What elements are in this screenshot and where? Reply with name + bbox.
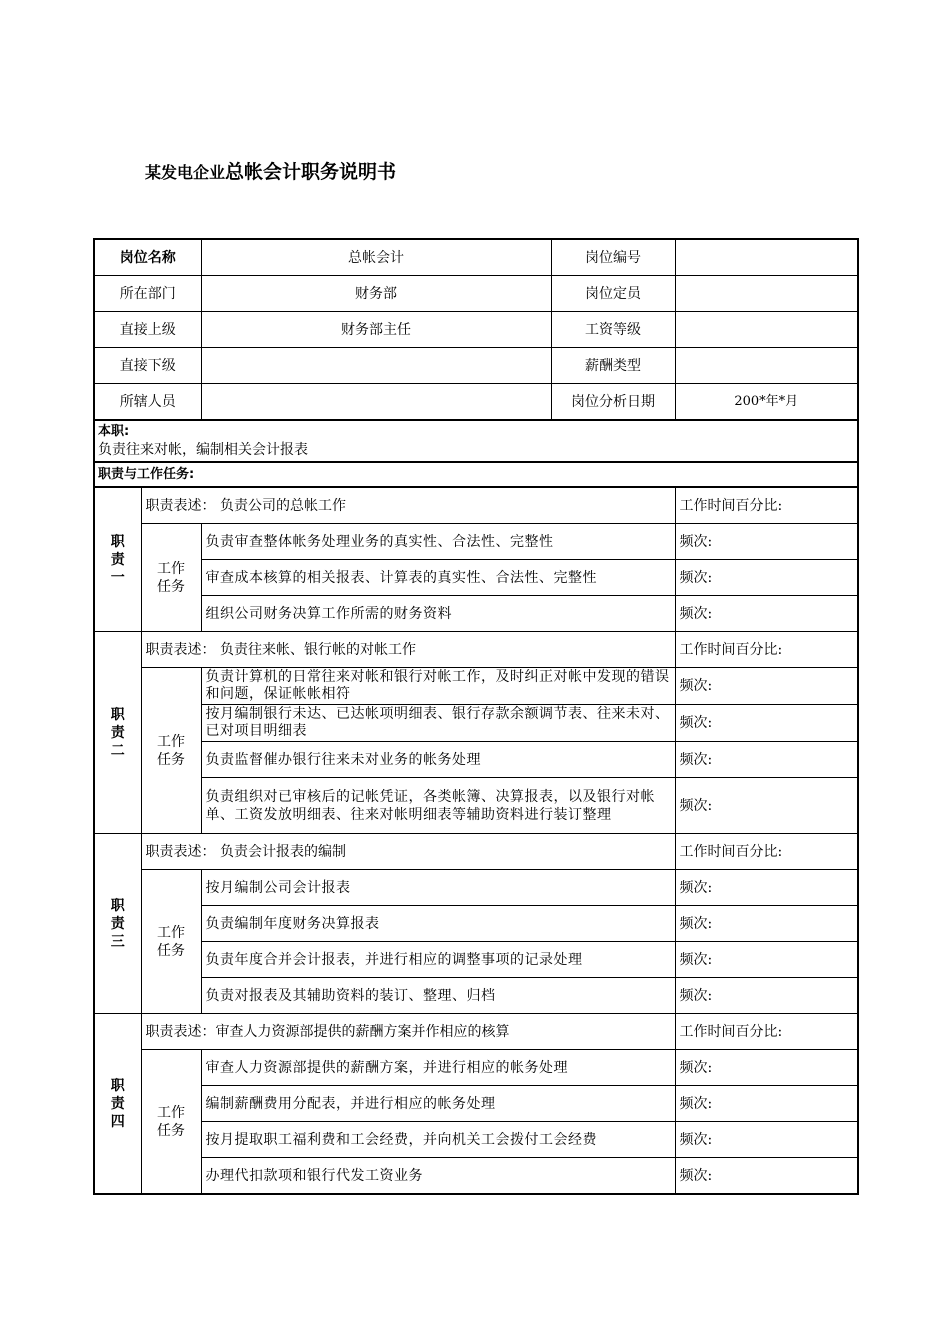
frequency-label: 频次: xyxy=(675,906,858,942)
header-value: 总帐会计 xyxy=(201,239,551,276)
header-value: 财务部 xyxy=(201,276,551,312)
task-text: 负责审查整体帐务处理业务的真实性、合法性、完整性 xyxy=(201,524,675,560)
frequency-label: 频次: xyxy=(675,942,858,978)
task-text: 负责监督催办银行往来未对业务的帐务处理 xyxy=(201,742,675,778)
percent-label: 工作时间百分比: xyxy=(675,1014,858,1050)
task-text: 审查成本核算的相关报表、计算表的真实性、合法性、完整性 xyxy=(201,560,675,596)
duty-label-char: 责 xyxy=(110,551,125,568)
task-label-line: 任务 xyxy=(157,751,185,768)
task-row xyxy=(94,524,858,560)
frequency-label: 频次: xyxy=(675,1050,858,1086)
duty-label-char: 职 xyxy=(110,706,125,723)
header-value xyxy=(201,384,551,421)
task-row xyxy=(94,1122,858,1158)
task-row xyxy=(94,596,858,632)
header-label2: 岗位分析日期 xyxy=(551,384,675,421)
task-text: 负责对报表及其辅助资料的装订、整理、归档 xyxy=(201,978,675,1014)
duty-label-char: 三 xyxy=(110,933,125,950)
task-row xyxy=(94,1050,858,1086)
frequency-label: 频次: xyxy=(675,1122,858,1158)
duties-heading-row xyxy=(94,462,858,487)
task-text: 负责编制年度财务决算报表 xyxy=(201,906,675,942)
header-label2: 工资等级 xyxy=(551,312,675,348)
task-row xyxy=(94,1086,858,1122)
frequency-label: 频次: xyxy=(675,778,858,834)
task-text: 按月提取职工福利费和工会经费，并向机关工会拨付工会经费 xyxy=(201,1122,675,1158)
duties-heading-text: 职责与工作任务: xyxy=(98,467,195,482)
duty-label xyxy=(94,1014,141,1195)
mission-text: 负责往来对帐，编制相关会计报表 xyxy=(98,442,308,458)
task-row xyxy=(94,870,858,906)
header-row xyxy=(94,348,858,384)
duty-label-char: 二 xyxy=(110,742,125,759)
header-label: 直接上级 xyxy=(94,312,201,348)
task-text: 负责组织对已审核后的记帐凭证，各类帐簿、决算报表，以及银行对帐单、工资发放明细表、往来对帐明细表等辅助资料进行装订整理 xyxy=(201,778,675,834)
task-text: 负责年度合并会计报表，并进行相应的调整事项的记录处理 xyxy=(201,942,675,978)
header-label: 所辖人员 xyxy=(94,384,201,421)
duty-label-char: 职 xyxy=(110,1077,125,1094)
task-text: 审查人力资源部提供的薪酬方案，并进行相应的帐务处理 xyxy=(201,1050,675,1086)
duties-heading xyxy=(94,462,858,487)
task-row xyxy=(94,778,858,834)
duty-label xyxy=(94,487,141,632)
frequency-label: 频次: xyxy=(675,742,858,778)
duty-label xyxy=(94,632,141,834)
title-main: 总帐会计职务说明书 xyxy=(225,161,397,183)
duty-statement-row xyxy=(94,1014,858,1050)
duty-label-char: 职 xyxy=(110,533,125,550)
header-label2: 岗位定员 xyxy=(551,276,675,312)
header-value2 xyxy=(675,276,858,312)
task-text: 按月编制银行未达、已达帐项明细表、银行存款余额调节表、往来未对、已对项目明细表 xyxy=(201,705,675,742)
duty-statement: 职责表述： 负责公司的总帐工作 xyxy=(141,487,675,524)
duty-label-char: 责 xyxy=(110,915,125,932)
task-label xyxy=(141,668,201,834)
task-text: 办理代扣款项和银行代发工资业务 xyxy=(201,1158,675,1195)
header-value: 财务部主任 xyxy=(201,312,551,348)
duty-statement: 职责表述： 负责往来帐、银行帐的对帐工作 xyxy=(141,632,675,668)
mission-heading: 本职: xyxy=(98,424,130,439)
frequency-label: 频次: xyxy=(675,560,858,596)
task-text: 按月编制公司会计报表 xyxy=(201,870,675,906)
header-value2: 200*年*月 xyxy=(675,384,858,421)
header-value2 xyxy=(675,348,858,384)
header-label2: 岗位编号 xyxy=(551,239,675,276)
task-text: 编制薪酬费用分配表，并进行相应的帐务处理 xyxy=(201,1086,675,1122)
duty-statement-row xyxy=(94,487,858,524)
task-row xyxy=(94,978,858,1014)
task-label-line: 工作 xyxy=(157,924,185,941)
frequency-label: 频次: xyxy=(675,596,858,632)
header-label: 直接下级 xyxy=(94,348,201,384)
header-value2 xyxy=(675,239,858,276)
header-label2: 薪酬类型 xyxy=(551,348,675,384)
header-row xyxy=(94,384,858,421)
header-row xyxy=(94,276,858,312)
task-row xyxy=(94,668,858,705)
frequency-label: 频次: xyxy=(675,705,858,742)
header-value2 xyxy=(675,312,858,348)
document-title xyxy=(145,157,396,184)
task-text: 负责计算机的日常往来对帐和银行对帐工作，及时纠正对帐中发现的错误和问题，保证帐帐相符 xyxy=(201,668,675,705)
task-row xyxy=(94,705,858,742)
task-row xyxy=(94,1158,858,1195)
frequency-label: 频次: xyxy=(675,668,858,705)
job-description-table xyxy=(93,238,859,1195)
task-label-line: 任务 xyxy=(157,942,185,959)
duty-label xyxy=(94,834,141,1014)
task-row xyxy=(94,906,858,942)
task-label xyxy=(141,1050,201,1195)
task-label-line: 工作 xyxy=(157,733,185,750)
frequency-label: 频次: xyxy=(675,1086,858,1122)
task-label xyxy=(141,524,201,632)
header-value xyxy=(201,348,551,384)
frequency-label: 频次: xyxy=(675,524,858,560)
duty-statement-row xyxy=(94,834,858,870)
task-label-line: 任务 xyxy=(157,578,185,595)
title-prefix: 某发电企业 xyxy=(145,163,226,182)
task-row xyxy=(94,942,858,978)
task-label-line: 任务 xyxy=(157,1122,185,1139)
mission-cell xyxy=(94,420,858,462)
duty-statement: 职责表述：审查人力资源部提供的薪酬方案并作相应的核算 xyxy=(141,1014,675,1050)
frequency-label: 频次: xyxy=(675,870,858,906)
task-text: 组织公司财务决算工作所需的财务资料 xyxy=(201,596,675,632)
mission-row xyxy=(94,420,858,462)
header-label: 岗位名称 xyxy=(94,239,201,276)
frequency-label: 频次: xyxy=(675,1158,858,1195)
task-row xyxy=(94,560,858,596)
duty-label-char: 责 xyxy=(110,1095,125,1112)
frequency-label: 频次: xyxy=(675,978,858,1014)
task-label-line: 工作 xyxy=(157,1104,185,1121)
task-row xyxy=(94,742,858,778)
percent-label: 工作时间百分比: xyxy=(675,487,858,524)
percent-label: 工作时间百分比: xyxy=(675,834,858,870)
duty-label-char: 职 xyxy=(110,897,125,914)
header-row xyxy=(94,312,858,348)
header-label: 所在部门 xyxy=(94,276,201,312)
duty-label-char: 责 xyxy=(110,724,125,741)
task-label-line: 工作 xyxy=(157,560,185,577)
percent-label: 工作时间百分比: xyxy=(675,632,858,668)
duty-label-char: 一 xyxy=(110,569,125,586)
header-row xyxy=(94,239,858,276)
duty-statement-row xyxy=(94,632,858,668)
duty-statement: 职责表述： 负责会计报表的编制 xyxy=(141,834,675,870)
duty-label-char: 四 xyxy=(110,1113,125,1130)
task-label xyxy=(141,870,201,1014)
